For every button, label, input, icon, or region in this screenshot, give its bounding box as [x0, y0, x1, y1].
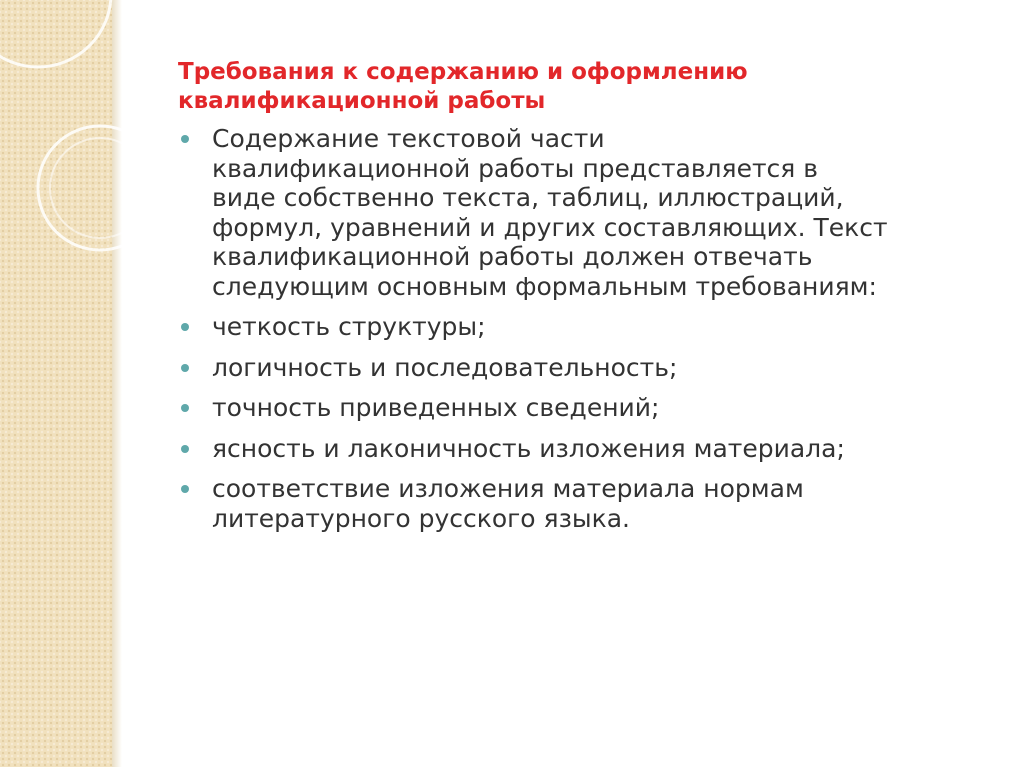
bullet-line: четкость структуры; — [212, 312, 486, 341]
bullet-line: логичность и последовательность; — [212, 352, 678, 382]
bullet-line: ясность и лаконичность изложения материала; — [212, 433, 845, 463]
bullet-line: виде собственно текста, таблиц, иллюстраций, — [212, 183, 844, 212]
bullet-icon — [181, 485, 189, 493]
bullet-icon — [181, 323, 189, 331]
bullet-item — [178, 353, 998, 383]
bullet-line: формул, уравнений и других составляющих. Текст — [212, 212, 888, 242]
title-line: квалификационной работы — [178, 88, 546, 114]
bullet-icon — [181, 445, 189, 453]
bullet-item — [178, 312, 998, 342]
bullet-line: квалификационной работы представляется в — [212, 153, 818, 183]
bullet-item — [178, 393, 998, 423]
bullet-icon — [181, 135, 189, 143]
bullet-line: литературного русского языка. — [212, 503, 630, 533]
slide-content — [178, 58, 998, 544]
bullet-item — [178, 124, 998, 301]
title-line: Требования к содержанию и оформлению — [178, 59, 748, 85]
bullet-line: следующим основным формальным требованиям: — [212, 271, 877, 301]
slide-title — [178, 58, 998, 116]
bullet-line: Содержание текстовой части — [212, 124, 605, 153]
bullet-line: точность приведенных сведений; — [212, 393, 660, 422]
bullet-icon — [181, 404, 189, 412]
bullet-item — [178, 434, 998, 464]
bullet-line: квалификационной работы должен отвечать — [212, 242, 813, 271]
bullet-icon — [181, 364, 189, 372]
bullet-line: соответствие изложения материала нормам — [212, 474, 804, 503]
bullet-item — [178, 474, 998, 533]
rings-icon — [0, 0, 140, 260]
bullet-list — [178, 124, 998, 533]
